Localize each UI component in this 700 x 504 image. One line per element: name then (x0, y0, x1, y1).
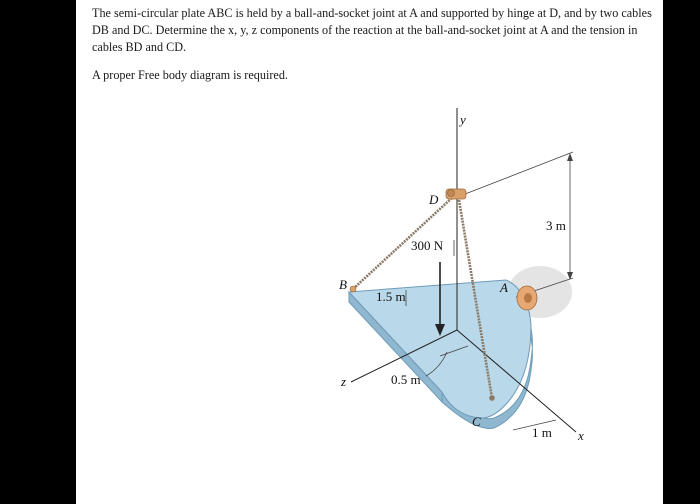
dim-arrow-down (567, 272, 573, 280)
fbd-instruction: A proper Free body diagram is required. (92, 68, 288, 82)
dim-offset-label: 0.5 m (391, 372, 421, 387)
y-axis-label: y (460, 112, 466, 127)
dim-radius-label: 1.5 m (376, 289, 406, 304)
force-label: 300 N (411, 238, 444, 253)
dim-line-top (460, 152, 573, 196)
dim-x-label: 1 m (532, 425, 552, 440)
point-c-label: C (472, 414, 481, 429)
plate-diagram (76, 0, 663, 504)
dim-height-label: 3 m (546, 218, 566, 233)
corner-c (489, 395, 495, 401)
ball-socket-a-hole (524, 293, 532, 303)
z-axis-label: z (341, 374, 347, 389)
corner-b (350, 286, 356, 292)
x-axis-label: x (578, 428, 584, 443)
document-page (76, 0, 663, 504)
problem-statement: The semi-circular plate ABC is held by a ball-and-socket joint at A and supported by hinge at D, and by two cables DB and DC. Determine the x, y, z components of the reaction at the ball-and-socket joint at A and the tension in cables BD and CD. (92, 6, 652, 55)
point-a-label: A (500, 280, 508, 295)
point-d-label: D (429, 192, 439, 207)
point-b-label: B (339, 277, 347, 292)
hinge-d-pin (448, 190, 455, 197)
